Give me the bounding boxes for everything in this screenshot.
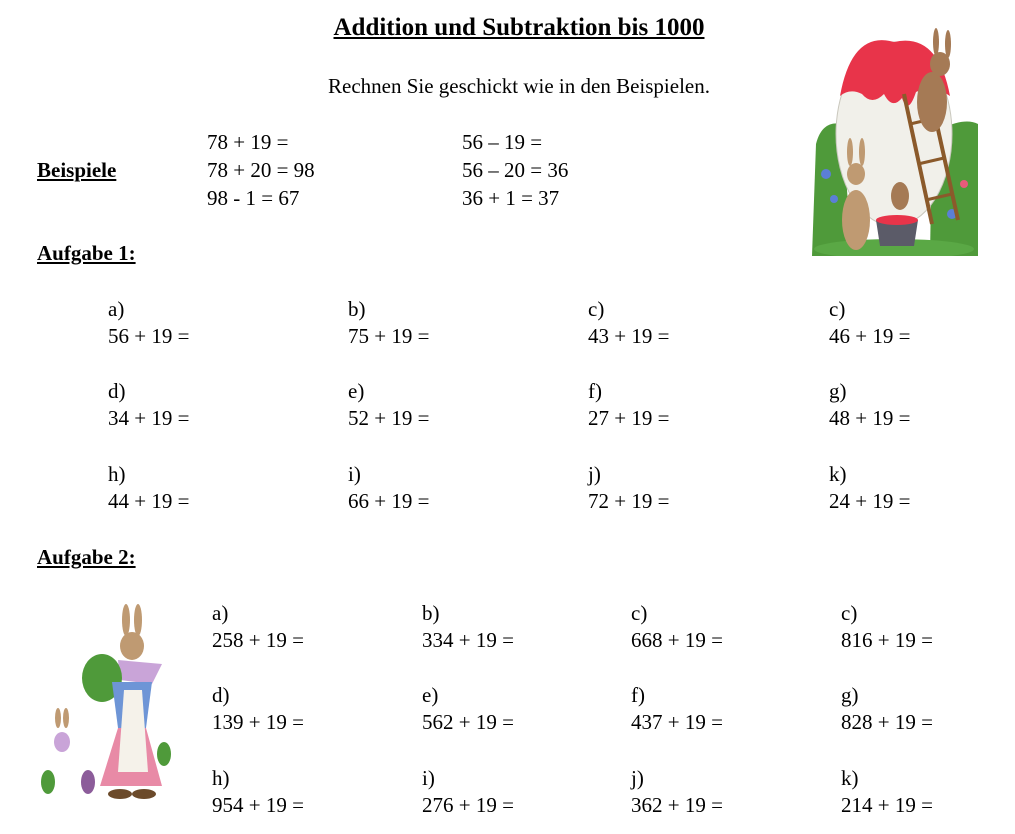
- task-letter: k): [829, 462, 847, 486]
- task-item: [588, 378, 669, 432]
- task-letter: d): [212, 683, 230, 707]
- task-item: [422, 600, 514, 654]
- task-item: [348, 296, 429, 350]
- task-item: [108, 296, 189, 350]
- rabbit-shape: [933, 28, 939, 56]
- shoe-shape: [132, 789, 156, 799]
- task-item: [588, 461, 669, 515]
- task-letter: f): [631, 683, 645, 707]
- task-letter: g): [841, 683, 859, 707]
- task-letter: i): [348, 462, 361, 486]
- flower-shape: [821, 169, 831, 179]
- rabbit-shape: [134, 604, 142, 636]
- rabbit-shape: [54, 732, 70, 752]
- task-expression: 562 + 19 =: [422, 710, 514, 734]
- beispiel-line: 56 – 20 = 36: [462, 158, 569, 182]
- task-letter: g): [829, 379, 847, 403]
- task-expression: 362 + 19 =: [631, 793, 723, 817]
- beispiel-line: 98 - 1 = 67: [207, 186, 300, 210]
- task-expression: 75 + 19 =: [348, 324, 430, 348]
- task-item: [841, 600, 933, 654]
- rabbit-shape: [81, 770, 95, 794]
- rabbit-shape: [41, 770, 55, 794]
- task-letter: c): [841, 601, 858, 625]
- flower-shape: [960, 180, 968, 188]
- task-item: [841, 765, 933, 819]
- task-item: [631, 682, 723, 736]
- task-expression: 43 + 19 =: [588, 324, 670, 348]
- task-expression: 276 + 19 =: [422, 793, 514, 817]
- beispiel-line: 36 + 1 = 37: [462, 186, 560, 210]
- rabbit-shape: [847, 163, 865, 185]
- task-letter: a): [212, 601, 229, 625]
- rabbit-shape: [157, 742, 171, 766]
- rabbit-shape: [63, 708, 69, 728]
- task-item: [348, 378, 429, 432]
- task-expression: 258 + 19 =: [212, 628, 304, 652]
- rabbit-shape: [917, 72, 947, 132]
- aufgabe1-label: Aufgabe 1:: [37, 241, 136, 265]
- task-item: [212, 682, 304, 736]
- task-expression: 214 + 19 =: [841, 793, 933, 817]
- task-expression: 66 + 19 =: [348, 489, 430, 513]
- task-letter: j): [631, 766, 644, 790]
- rabbit-shape: [120, 632, 144, 660]
- task-item: [108, 378, 189, 432]
- paint-shape: [876, 215, 918, 225]
- task-expression: 668 + 19 =: [631, 628, 723, 652]
- task-expression: 816 + 19 =: [841, 628, 933, 652]
- task-letter: b): [348, 297, 366, 321]
- task-letter: h): [108, 462, 126, 486]
- task-letter: e): [348, 379, 365, 403]
- task-expression: 34 + 19 =: [108, 406, 190, 430]
- task-expression: 139 + 19 =: [212, 710, 304, 734]
- task-item: [841, 682, 933, 736]
- task-letter: a): [108, 297, 125, 321]
- rabbit-shape: [55, 708, 61, 728]
- rabbit-shape: [122, 604, 130, 636]
- beispiel-left: [207, 128, 315, 212]
- instructions: Rechnen Sie geschickt wie in den Beispielen.: [328, 74, 710, 98]
- shoe-shape: [108, 789, 132, 799]
- rabbit-shape: [842, 190, 870, 250]
- task-expression: 954 + 19 =: [212, 793, 304, 817]
- task-letter: d): [108, 379, 126, 403]
- task-letter: f): [588, 379, 602, 403]
- task-letter: h): [212, 766, 230, 790]
- beispiele-label: Beispiele: [37, 158, 117, 182]
- beispiel-right: [462, 128, 568, 212]
- task-item: [631, 600, 723, 654]
- task-letter: c): [829, 297, 846, 321]
- task-item: [348, 461, 429, 515]
- task-letter: i): [422, 766, 435, 790]
- task-item: [212, 765, 304, 819]
- task-letter: k): [841, 766, 859, 790]
- beispiel-line: 56 – 19 =: [462, 130, 543, 154]
- task-letter: j): [588, 462, 601, 486]
- task-item: [108, 461, 189, 515]
- beispiel-line: 78 + 20 = 98: [207, 158, 315, 182]
- task-expression: 27 + 19 =: [588, 406, 670, 430]
- task-item: [829, 461, 910, 515]
- task-expression: 52 + 19 =: [348, 406, 430, 430]
- task-expression: 72 + 19 =: [588, 489, 670, 513]
- rabbit-shape: [891, 182, 909, 210]
- task-item: [588, 296, 669, 350]
- flower-shape: [830, 195, 838, 203]
- task-letter: b): [422, 601, 440, 625]
- task-item: [829, 378, 910, 432]
- rabbit-shape: [847, 138, 853, 166]
- task-letter: c): [631, 601, 648, 625]
- task-expression: 828 + 19 =: [841, 710, 933, 734]
- scarf-shape: [118, 660, 162, 684]
- task-item: [422, 682, 514, 736]
- task-expression: 437 + 19 =: [631, 710, 723, 734]
- bunny-family-illustration: [34, 604, 186, 812]
- task-letter: e): [422, 683, 439, 707]
- rabbit-shape: [859, 138, 865, 166]
- task-item: [212, 600, 304, 654]
- task-expression: 24 + 19 =: [829, 489, 911, 513]
- task-expression: 56 + 19 =: [108, 324, 190, 348]
- task-item: [631, 765, 723, 819]
- task-expression: 44 + 19 =: [108, 489, 190, 513]
- rabbit-shape: [945, 30, 951, 58]
- task-expression: 48 + 19 =: [829, 406, 911, 430]
- task-item: [422, 765, 514, 819]
- easter-bunny-painting-egg-illustration: [812, 24, 980, 256]
- beispiel-line: 78 + 19 =: [207, 130, 289, 154]
- page-title: Addition und Subtraktion bis 1000: [333, 14, 705, 41]
- task-expression: 334 + 19 =: [422, 628, 514, 652]
- aufgabe2-label: Aufgabe 2:: [37, 545, 136, 569]
- task-expression: 46 + 19 =: [829, 324, 911, 348]
- task-letter: c): [588, 297, 605, 321]
- task-item: [829, 296, 910, 350]
